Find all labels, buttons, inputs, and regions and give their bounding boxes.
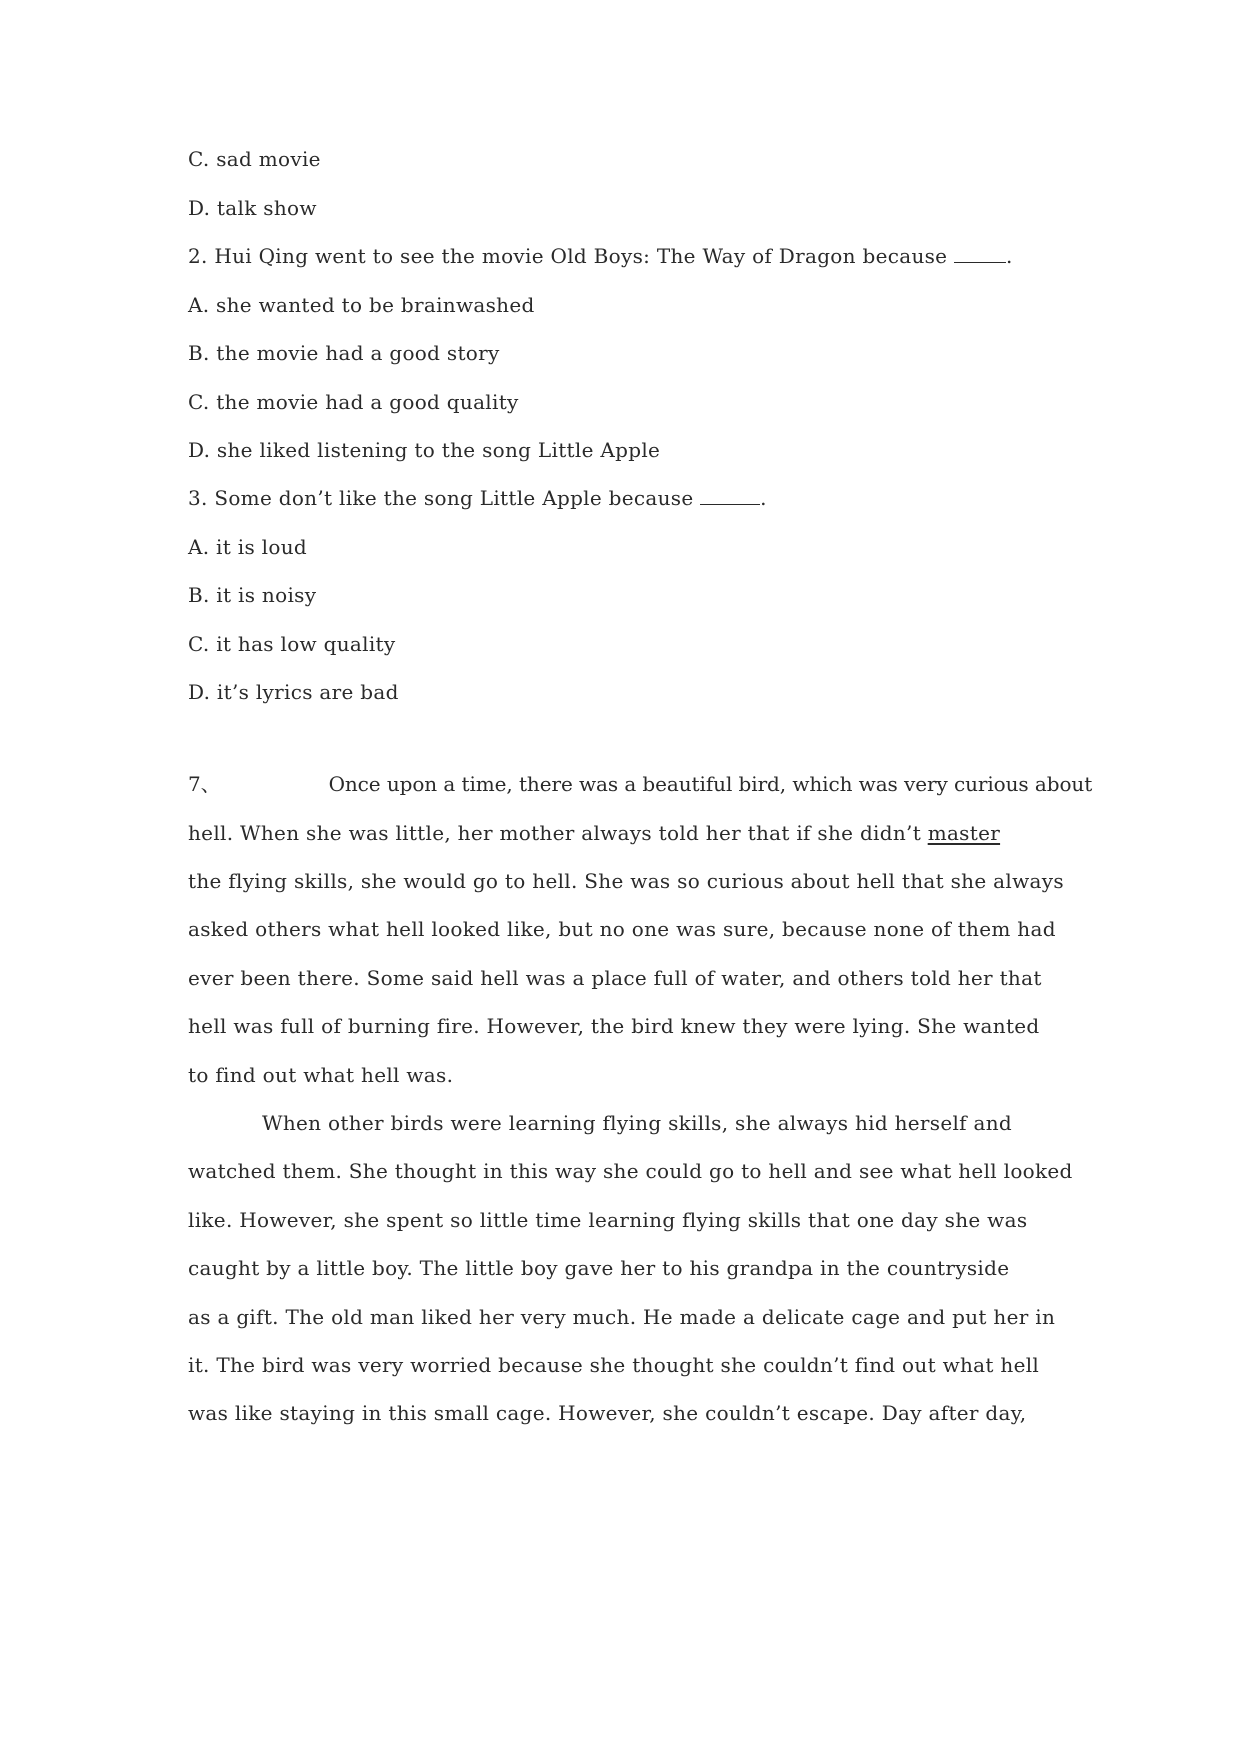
passage-line-8: When other birds were learning flying skills, she always hid herself and <box>262 1111 1013 1135</box>
passage-line-1 <box>188 772 1092 796</box>
question-2 <box>188 244 1013 268</box>
answer-blank <box>700 486 760 505</box>
q3-option-c: C. it has low quality <box>188 632 396 656</box>
underlined-word: master <box>927 821 1001 845</box>
question-3-end: . <box>760 486 767 510</box>
passage-line-7: to find out what hell was. <box>188 1063 454 1087</box>
passage-line-11: caught by a little boy. The little boy gave her to his grandpa in the countryside <box>188 1256 1010 1280</box>
passage-line-6: hell was full of burning fire. However, the bird knew they were lying. She wanted <box>188 1014 1040 1038</box>
question-3 <box>188 486 767 510</box>
passage-text: Once upon a time, there was a beautiful bird, which was very curious about <box>328 772 1093 796</box>
q1-option-d: D. talk show <box>188 196 317 220</box>
passage-line-3: the flying skills, she would go to hell. She was so curious about hell that she always <box>188 869 1064 893</box>
passage-line-13: it. The bird was very worried because she thought she couldn’t find out what hell <box>188 1353 1040 1377</box>
passage-text: hell. When she was little, her mother always told her that if she didn’t <box>188 821 928 845</box>
passage-number: 7、 <box>188 772 221 796</box>
q3-option-a: A. it is loud <box>188 535 307 559</box>
q1-option-c: C. sad movie <box>188 147 321 171</box>
question-3-stem: 3. Some don’t like the song Little Apple because <box>188 486 701 510</box>
question-2-stem: 2. Hui Qing went to see the movie Old Boys: The Way of Dragon because <box>188 244 954 268</box>
passage-line-10: like. However, she spent so little time learning flying skills that one day she was <box>188 1208 1028 1232</box>
q2-option-a: A. she wanted to be brainwashed <box>188 293 535 317</box>
passage-line-5: ever been there. Some said hell was a place full of water, and others told her that <box>188 966 1042 990</box>
passage-line-14: was like staying in this small cage. However, she couldn’t escape. Day after day, <box>188 1401 1027 1425</box>
question-2-end: . <box>1005 244 1013 268</box>
q3-option-d: D. it’s lyrics are bad <box>188 680 399 704</box>
passage-line-12: as a gift. The old man liked her very much. He made a delicate cage and put her in <box>188 1305 1056 1329</box>
passage-line-9: watched them. She thought in this way she could go to hell and see what hell looked <box>188 1159 1073 1183</box>
q2-option-b: B. the movie had a good story <box>188 341 500 365</box>
q2-option-d: D. she liked listening to the song Little Apple <box>188 438 661 462</box>
q2-option-c: C. the movie had a good quality <box>188 390 519 414</box>
q3-option-b: B. it is noisy <box>188 583 317 607</box>
passage-line-2 <box>188 821 1000 845</box>
answer-blank <box>954 244 1006 263</box>
passage-line-4: asked others what hell looked like, but no one was sure, because none of them had <box>188 917 1056 941</box>
